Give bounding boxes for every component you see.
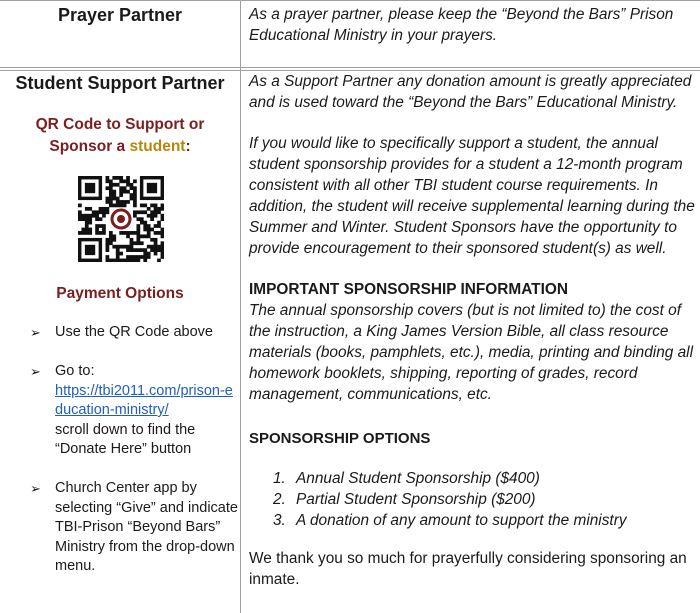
sponsorship-options-heading: SPONSORSHIP OPTIONS: [249, 430, 431, 447]
qr-code-icon[interactable]: [78, 176, 164, 262]
bullet-text: [55, 362, 240, 460]
student-sponsorship-paragraph: If you would like to specifically support a student, the annual student sponsorship provides for a student a 12-month program consistent with all other TBI student course requirements. In addition, the student will receive supplemental learning during the Summer and Winter. Student Sponsors have the opportunity to provide encouragement to their sponsored student(s) as well.: [249, 135, 695, 257]
list-number: 1.: [273, 470, 286, 487]
list-item: [249, 468, 699, 489]
qr-heading-line2: [0, 136, 240, 158]
qr-code-heading: [0, 114, 240, 158]
bullet-text: Use the QR Code above: [55, 324, 213, 340]
list-number: 2.: [273, 491, 286, 508]
donate-page-link[interactable]: https://tbi2011.com/prison-education-ministry/: [55, 382, 233, 418]
student-support-partner-title: Student Support Partner: [15, 73, 225, 93]
arrow-bullet-icon: ➢: [30, 325, 41, 340]
support-partner-paragraph: As a Support Partner any donation amount is greatly appreciated and is used toward the “Beyond the Bars” Educational Ministry.: [249, 73, 692, 111]
table-border-top: [0, 0, 700, 1]
list-item: [249, 489, 699, 510]
list-number: 3.: [273, 512, 286, 529]
payment-options-title: Payment Options: [56, 285, 184, 302]
important-info-heading: IMPORTANT SPONSORSHIP INFORMATION: [249, 281, 568, 298]
qr-heading-line1: QR Code to Support or: [35, 116, 205, 133]
qr-heading-prefix: Sponsor a: [49, 138, 130, 155]
table-column-divider: [240, 0, 241, 613]
list-item: [249, 510, 699, 531]
prayer-partner-text: As a prayer partner, please keep the “Beyond the Bars” Prison Educational Ministry in your prayers.: [249, 6, 674, 44]
arrow-bullet-icon: ➢: [30, 364, 41, 379]
qr-heading-suffix: :: [185, 138, 191, 155]
sponsorship-coverage-paragraph: The annual sponsorship covers (but is not limited to) the cost of the instruction, a King James Version Bible, all class resource materials (books, pamphlets, etc.), media, printing and binding all homework booklets, shipping, reporting of grades, record management, communications, etc.: [249, 302, 693, 403]
arrow-bullet-icon: ➢: [30, 481, 41, 496]
prayer-partner-title: Prayer Partner: [57, 5, 183, 25]
bullet-text: Church Center app by selecting “Give” and indicate TBI-Prison “Beyond Bars” Ministry from the drop-down menu.: [55, 480, 238, 574]
closing-thanks: We thank you so much for prayerfully considering sponsoring an inmate.: [249, 550, 687, 588]
table-row-divider: [0, 67, 700, 68]
goto-label: Go to:: [55, 363, 95, 379]
scroll-instruction: scroll down to find the “Donate Here” button: [55, 421, 196, 457]
qr-heading-student-word: student: [129, 138, 186, 155]
option-text: A donation of any amount to support the ministry: [296, 512, 627, 529]
qr-code-graphic: [78, 176, 164, 262]
sponsorship-options-list: [249, 468, 699, 531]
option-text: Annual Student Sponsorship ($400): [296, 470, 540, 487]
option-text: Partial Student Sponsorship ($200): [296, 491, 536, 508]
